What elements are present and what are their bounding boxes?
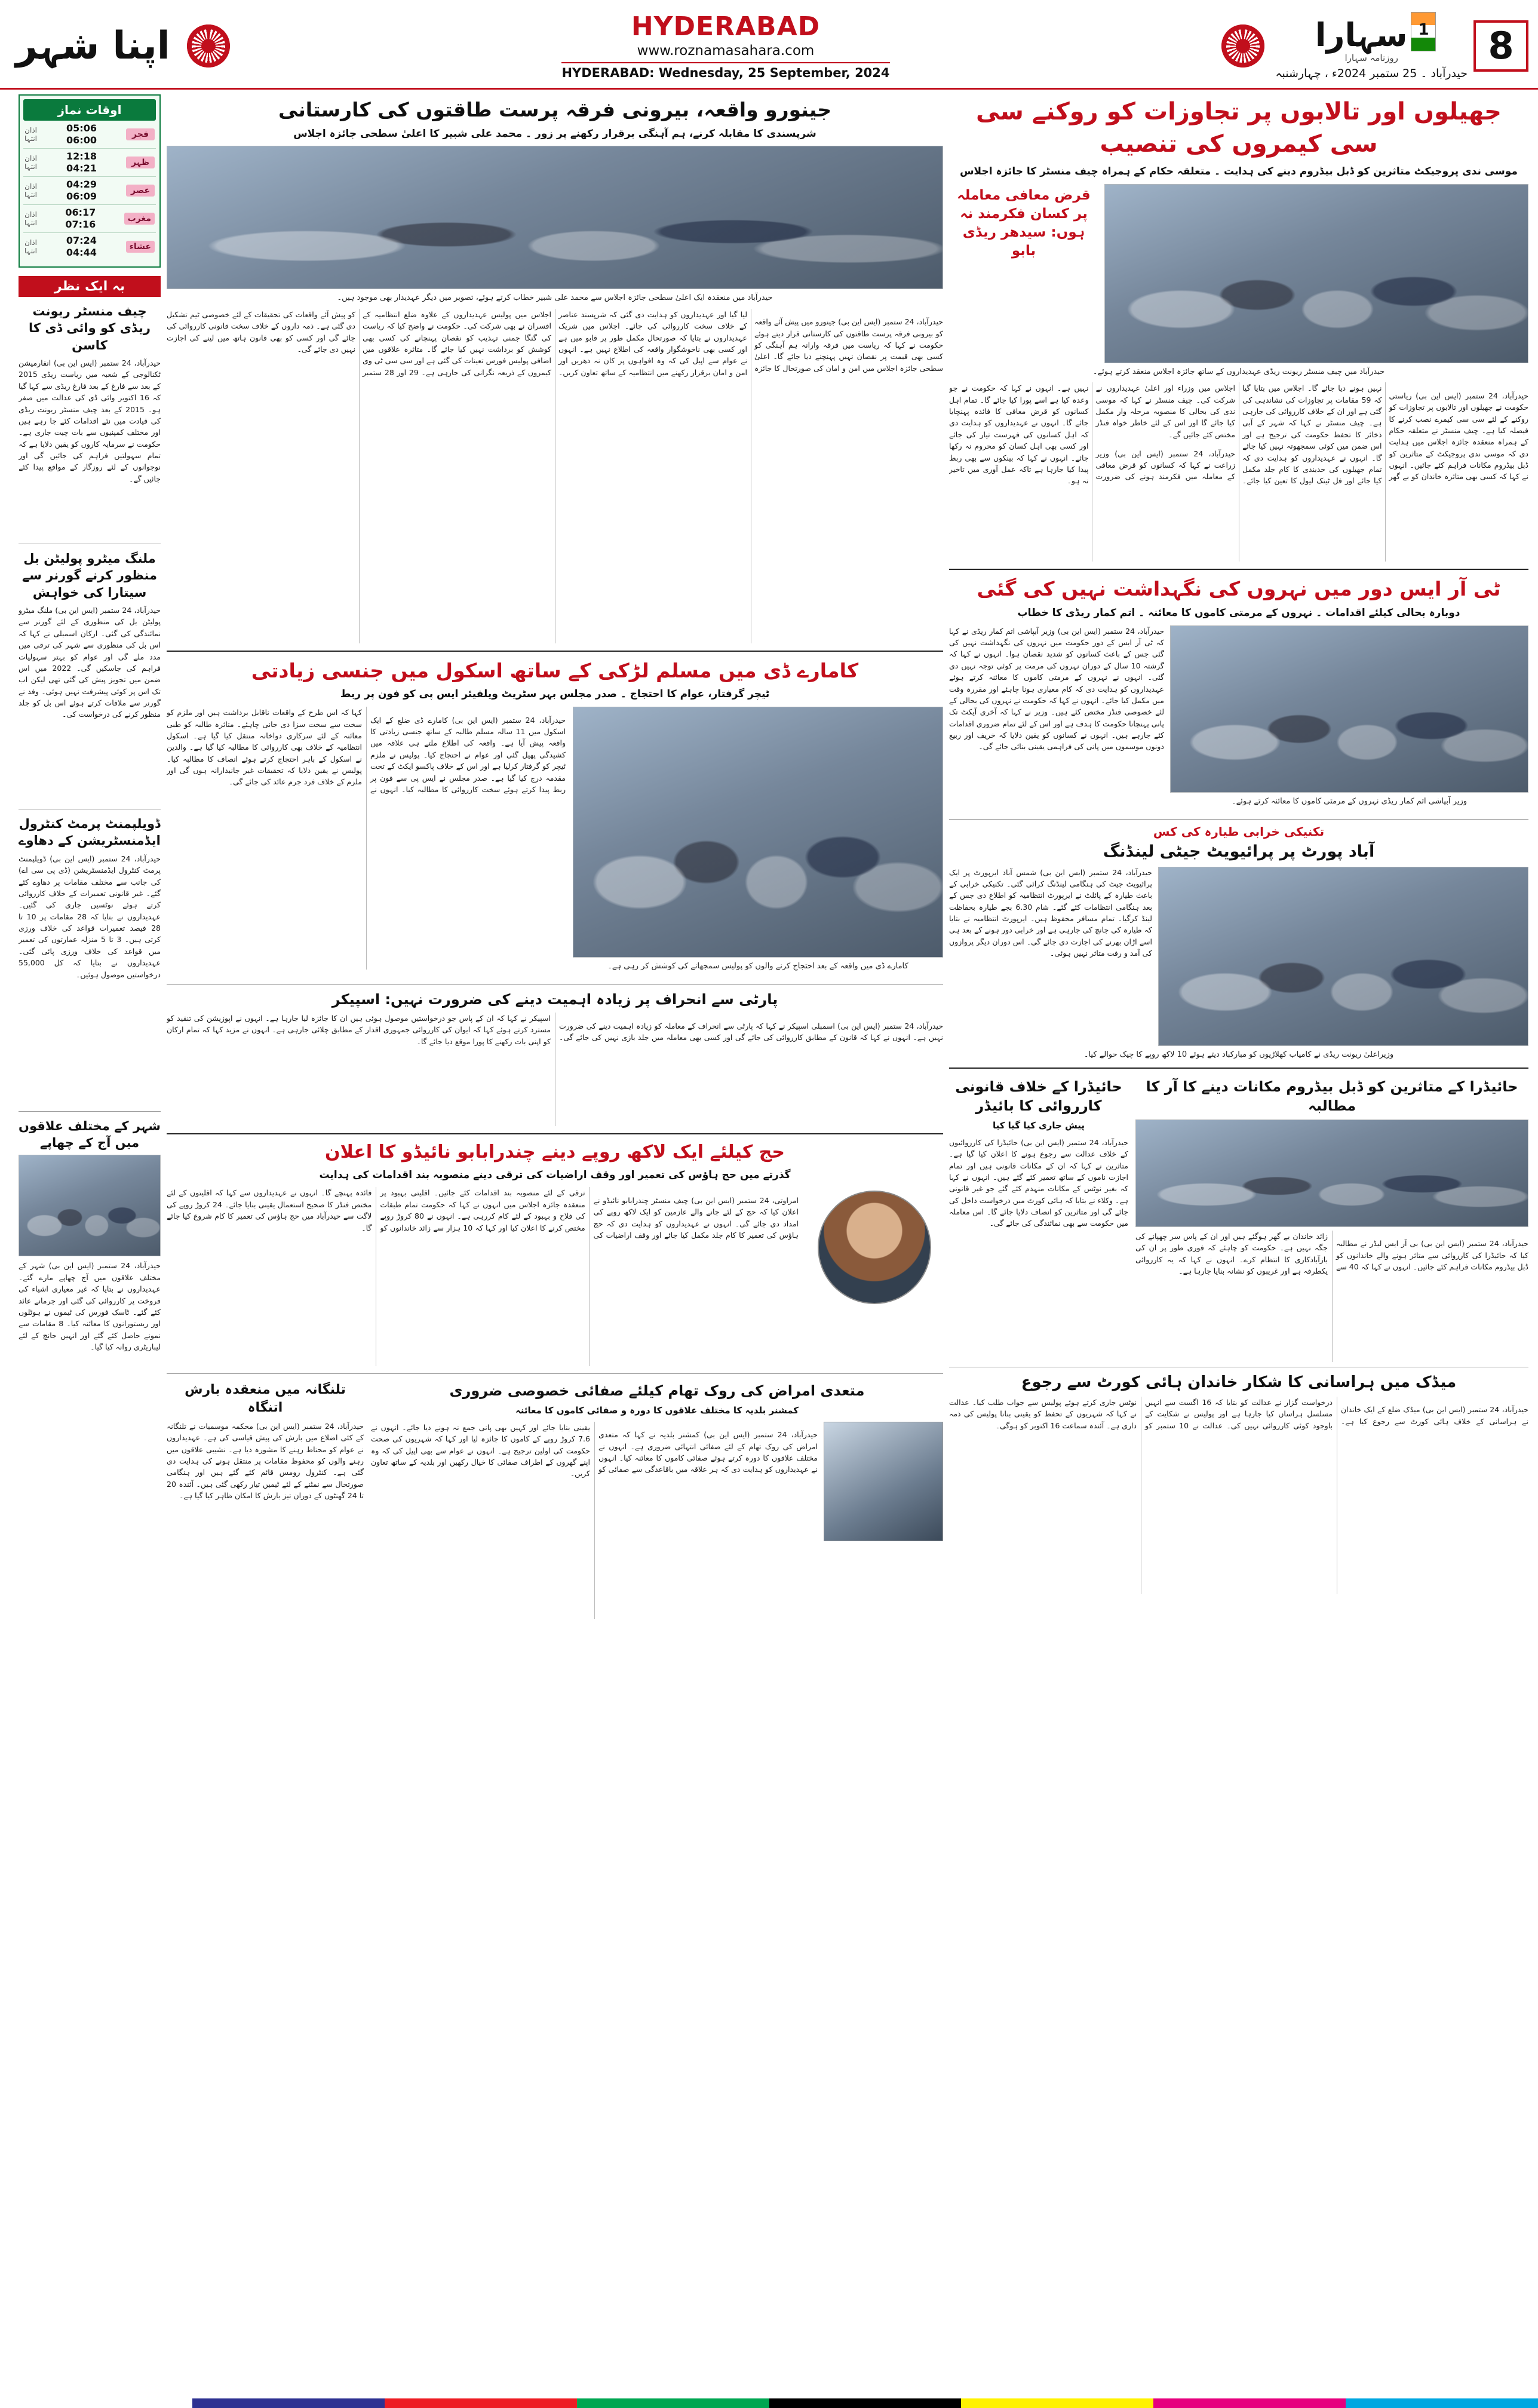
prayer-labels: [24, 238, 37, 255]
prayer-labels: [24, 126, 37, 143]
newspaper-logo: [1275, 12, 1468, 80]
cmyk-registration-bar: [0, 2398, 1538, 2408]
prayer-times-title: اوقات نماز: [23, 99, 156, 121]
prayer-time-values: [66, 179, 97, 203]
brief-item: [19, 815, 161, 1104]
article-photo: [573, 707, 943, 958]
briefs-section-title: بہ ایک نظر: [19, 276, 161, 297]
article-body: حیدرآباد، 24 ستمبر (ایس این بی) حائیڈرا کی کارروائیوں کے خلاف عدالت سے رجوع ہونے کا اعلان کیا گیا ہے۔ متاثرین نے کہا کہ ان کے مکانات قانونی ہیں اور تمام اجازت ناموں کے ساتھ تعمیر کئے گئے ہیں۔ انہوں نے کہا کہ بغیر نوٹس کے مکانات منہدم کئے گئے جو غیر قانونی ہے۔ وکلاء نے بتایا کہ ہائی کورٹ میں درخواست داخل کی جائے گی اور متاثرین کو انصاف دلایا جائے گا۔ اس معاملہ میں حکومت سے بھی نمائندگی کی جائے گی۔: [949, 1137, 1128, 1228]
subheadline: دوبارہ بحالی کیلئے اقدامات ۔ نہروں کے مرمتی کاموں کا معائنہ ۔ اتم کمار ریڈی کا خطاب: [1017, 606, 1460, 619]
kicker: تکنیکی خرابی طیارہ کی کس: [1153, 824, 1325, 839]
article-body: حیدرآباد، 24 ستمبر (ایس این بی) محکمہ موسمیات نے تلنگانہ کے کئی اضلاع میں بارش کی پیش قیاسی کی ہے۔ عہدیداروں نے عوام کو محتاط رہنے کا مشورہ دیا ہے۔ نشیبی علاقوں میں رہنے والوں کو محفوظ مقامات پر منتقل ہونے کی ہدایت دی گئی ہے۔ کنٹرول رومس قائم کئے گئے ہیں اور ہنگامی صورتحال سے نمٹنے کے لئے ٹیمیں تیار رکھی گئی ہیں۔ آئندہ 20 تا 24 گھنٹوں کے دوران تیز بارش کا امکان ظاہر کیا گیا ہے۔: [167, 1421, 364, 1500]
article-body: حیدرآباد، 24 ستمبر (ایس این بی) بی آر ایس لیڈر نے مطالبہ کیا کہ حائیڈرا کی کارروائی سے متاثر ہونے والے خاندانوں کو ڈبل بیڈروم مکانات فراہم کئے جائیں۔ انہوں نے کہا کہ 40 سے زائد خاندان بے گھر ہوگئے ہیں اور ان کے پاس سر چھپانے کی جگہ نہیں ہے۔ حکومت کو چاہئے کہ فوری طور پر ان کی بازآبادکاری کا انتظام کرے۔ انہوں نے کہا کہ یہ کارروائی یکطرفہ ہے اور غریبوں کو نشانہ بنایا جارہا ہے۔: [1135, 1231, 1528, 1275]
prayer-label-end: انتہا: [24, 247, 37, 255]
prayer-label-end: انتہا: [24, 134, 37, 143]
prayer-end: 04:44: [66, 247, 97, 258]
brief-item: [19, 550, 161, 802]
prayer-start: 06:17: [65, 207, 96, 218]
prayer-labels: [24, 210, 37, 227]
article-hajj-naidu: [167, 1140, 943, 1366]
prayer-label-start: اذان: [24, 126, 37, 134]
article-photo: [19, 1155, 161, 1256]
article-speaker: [167, 990, 943, 1126]
article-body: حیدرآباد، 24 ستمبر (ایس این بی) ریاستی حکومت نے جھیلوں اور تالابوں پر تجاوزات کو روکنے کے لئے سی سی کیمرے نصب کرنے کا فیصلہ کیا ہے۔ چیف منسٹر نے متعلقہ حکام کے ہمراہ منعقدہ جائزہ اجلاس میں ہدایت دی کہ موسی ندی پروجیکٹ کے متاثرین کو ڈبل بیڈروم مکانات فراہم کئے جائیں۔ انہوں نے کہا کہ کسی بھی متاثرہ خاندان کو بے گھر نہیں ہونے دیا جائے گا۔ اجلاس میں بتایا گیا کہ 59 مقامات پر تجاوزات کی نشاندہی کی گئی ہے اور ان کے خلاف کارروائی کی جارہی ہے۔ چیف منسٹر نے کہا کہ شہر کے آبی ذخائر کا تحفظ حکومت کی ترجیح ہے اور اس ضمن میں کوئی سمجھوتہ نہیں کیا جائے گا۔ انہوں نے عہدیداروں کو ہدایت دی کہ تمام جھیلوں کی حدبندی کا کام جلد مکمل کیا جائے اور فل ٹینک لیول کا تعین کیا جائے۔ اجلاس میں وزراء اور اعلیٰ عہدیداروں نے شرکت کی۔ چیف منسٹر نے کہا کہ موسی ندی کی بحالی کا منصوبہ مرحلہ وار مکمل کیا جائے گا اور اس کے لئے خاطر خواہ فنڈز مختص کئے جائیں گے۔: [1095, 384, 1528, 486]
prayer-labels: [24, 182, 37, 199]
article-body: حیدرآباد، 24 ستمبر (ایس این بی) کامارے ڈی ضلع کے ایک اسکول میں 11 سالہ مسلم طالبہ کے ساتھ جنسی زیادتی کا واقعہ پیش آیا ہے۔ واقعہ کی اطلاع ملتے ہی علاقہ میں کشیدگی پھیل گئی اور عوام نے احتجاج کیا۔ پولیس نے ملزم ٹیچر کو گرفتار کرلیا ہے اور اس کے خلاف پاکسو ایکٹ کے تحت مقدمہ درج کیا گیا ہے۔ صدر مجلس نے ایس پی سے فون پر ربط پیدا کرتے ہوئے سخت کارروائی کا مطالبہ کیا۔ انہوں نے کہا کہ اس طرح کے واقعات ناقابل برداشت ہیں اور ملزم کو سخت سے سخت سزا دی جانی چاہئے۔ متاثرہ طالبہ کو طبی معائنہ کے لئے سرکاری دواخانہ منتقل کیا گیا ہے۔ اسکول انتظامیہ کے خلاف بھی کارروائی کا مطالبہ کیا گیا ہے۔ والدین نے اسکول کے باہر احتجاج کرتے ہوئے انصاف کا مطالبہ کیا۔ پولیس نے یقین دلایا کہ تحقیقات غیر جانبدارانہ ہوں گی اور ملزم کے خلاف فرد جرم عائد کی جائے گی۔: [167, 708, 566, 794]
article-body: حیدرآباد، 24 ستمبر (ایس این بی) ڈویلپمنٹ پرمٹ کنٹرول ایڈمنسٹریشن (ڈی پی سی اے) کی جانب سے مختلف مقامات پر دھاوے کئے گئے۔ غیر قانونی تعمیرات کے خلاف کارروائی کرتے ہوئے نوٹسیں جاری کی گئیں۔ عہدیداروں نے بتایا کہ 28 مقامات پر 10 تا 28 فیصد تعمیرات قواعد کی خلاف ورزی کرتی ہیں۔ 3 تا 5 منزلہ عمارتوں کی تعمیر میں قواعد کی خلاف ورزی پائی گئی۔ عہدیداروں نے بتایا کہ کل 55,000 درخواستیں موصول ہوئیں۔: [19, 854, 161, 979]
article-photo: [1170, 625, 1528, 793]
rosette-icon: [1221, 24, 1264, 68]
article-sanitation: [371, 1379, 943, 1618]
prayer-row: [23, 121, 156, 149]
prayer-row: [23, 177, 156, 205]
headline: میڈک میں ہراسانی کا شکار خاندان ہائی کورٹ سے رجوع: [1021, 1373, 1457, 1391]
prayer-end: 06:00: [66, 134, 97, 146]
prayer-end: 06:09: [66, 191, 97, 202]
prayer-name: عشاء: [126, 241, 155, 253]
prayer-row: [23, 233, 156, 260]
prayer-label-end: انتہا: [24, 191, 37, 199]
headline: متعدی امراض کی روک تھام کیلئے صفائی خصوصی ضروری: [449, 1382, 865, 1400]
photo-caption: کامارے ڈی میں واقعہ کے بعد احتجاج کرنے والوں کو پولیس سمجھانے کی کوشش کر رہی ہے۔: [607, 962, 908, 971]
prayer-time-values: [66, 122, 97, 146]
subheadline: ٹیچر گرفتار، عوام کا احتجاج ۔ صدر مجلس بہر سٹریٹ ویلفیئر ایس پی کو فون پر ربط: [340, 688, 770, 701]
headline: پارٹی سے انحراف پر زیادہ اہمیت دینے کی ضرورت نہیں: اسپیکر: [331, 990, 778, 1008]
headline: حائیڈرا کے متاثرین کو ڈبل بیڈروم مکانات دینے کا آر کا مطالبہ: [1146, 1078, 1518, 1115]
headline: آباد پورٹ پر پرائیویٹ جیٹی لینڈنگ: [1103, 842, 1375, 861]
prayer-label-end: انتہا: [24, 162, 37, 171]
article-body: حیدرآباد، 24 ستمبر (ایس این بی) اسمبلی اسپیکر نے کہا کہ پارٹی سے انحراف کے معاملہ کو زیادہ اہمیت دینے کی ضرورت نہیں ہے۔ انہوں نے کہا کہ قانون کے مطابق کارروائی کی جائے گی اور کسی بھی معاملہ میں جلد بازی نہیں کی جائے گی۔ اسپیکر نے کہا کہ ان کے پاس جو درخواستیں موصول ہوئی ہیں ان کا جائزہ لیا جارہا ہے۔ انہوں نے اپوزیشن کی تنقید کو مسترد کرتے ہوئے کہا کہ ایوان کی کارروائی جمہوری اقدار کے مطابق چلائی جارہی ہے۔ انہوں نے مزید کہا کہ تمام ارکان کو اپنی بات رکھنے کا پورا موقع دیا جائے گا۔: [167, 1014, 943, 1046]
prayer-times-widget: [19, 94, 161, 268]
subheadline: گذرتے میں حج ہاؤس کی تعمیر اور وقف اراضیات کی ترقی دینے منصوبہ بند اقدامات کی ہدایت: [319, 1168, 791, 1181]
article-photo: [824, 1422, 943, 1541]
article-hydra-demand: [1135, 1075, 1528, 1362]
prayer-start: 05:06: [66, 122, 97, 134]
article-body-2: حیدرآباد، 24 ستمبر (ایس این بی) وزیر زراعت نے کہا کہ کسانوں کو قرض معافی کے معاملہ میں فکرمند ہونے کی ضرورت نہیں ہے۔ انہوں نے کہا کہ حکومت نے جو وعدہ کیا ہے اسے پورا کیا جائے گا۔ تمام اہل کسانوں کو قرض معافی کا فائدہ پہنچایا جائے گا۔ انہوں نے عہدیداروں کو ہدایت دی کہ اہل کسانوں کی فہرست تیار کی جائے اور کسی بھی اہل کسان کو محروم نہ رکھا جائے۔ انہوں نے کہا کہ بینکوں سے بھی ربط پیدا کیا جارہا ہے تاکہ عمل آوری میں تاخیر نہ ہو۔: [949, 384, 1235, 486]
portrait-photo: [818, 1191, 931, 1304]
prayer-time-values: [66, 235, 97, 259]
column-right: [949, 94, 1528, 2366]
prayer-start: 04:29: [66, 179, 97, 190]
article-body: حیدرآباد، 24 ستمبر (ایس این بی) انفارمیشن ٹکنالوجی کے شعبہ میں ریاست ریڈی 2015 کے بعد سے فارغ کے بعد فارغ ریڈی سے کہا گیا کہ 16 اکتوبر وائی ڈی کی عدالت میں صفر ہو۔ 2015 کے بعد چیف منسٹر ریونت ریڈی کی قیادت میں نئے اقدامات کئے جا رہے ہیں اور مختلف کمپنیوں سے بات چیت جاری ہے۔ حکومت نے سرمایہ کاروں کو یقین دلایا ہے کہ تمام سہولتیں فراہم کی جائیں گی اور نوجوانوں کے لئے روزگار کے مواقع پیدا کئے جائیں گے۔: [19, 358, 161, 483]
headline: کامارے ڈی میں مسلم لڑکی کے ساتھ اسکول میں جنسی زیادتی: [251, 658, 859, 682]
prayer-name: فجر: [126, 128, 155, 140]
publication-date: HYDERABAD: Wednesday, 25 September, 2024: [561, 62, 889, 80]
article-body: حیدرآباد، 24 ستمبر (ایس این بی) کمشنر بلدیہ نے کہا کہ متعدی امراض کی روک تھام کے لئے صفائی انتہائی ضروری ہے۔ انہوں نے مختلف علاقوں کا دورہ کرتے ہوئے صفائی کاموں کا معائنہ کیا۔ انہوں نے عہدیداروں کو ہدایت دی کہ ہر علاقہ میں باقاعدگی سے صفائی کو یقینی بنایا جائے اور کہیں بھی پانی جمع نہ ہونے دیا جائے۔ انہوں نے 7.6 کروڑ روپے کے کاموں کا جائزہ لیا اور کہا کہ شہریوں کی صحت حکومت کی اولین ترجیح ہے۔ انہوں نے عوام سے بھی اپیل کی کہ وہ اپنے گھروں کے اطراف صفائی کا خیال رکھیں اور بلدیہ کے ساتھ تعاون کریں۔: [371, 1422, 818, 1478]
prayer-label-start: اذان: [24, 182, 37, 191]
article-photo: [167, 146, 943, 289]
column-middle: [167, 94, 943, 2366]
edition-city: HYDERABAD: [631, 11, 821, 42]
headline: چیف منسٹر ریونت ریڈی کو وائی ڈی کا کاسن: [28, 304, 151, 352]
prayer-time-values: [66, 151, 97, 174]
prayer-end: 04:21: [66, 162, 97, 174]
masthead-center: [241, 11, 1211, 80]
article-jet-landing: [949, 824, 1528, 1060]
headline: شہر کے مختلف علاقوں میں آج کے چھاپے: [19, 1118, 161, 1151]
prayer-name: ظہر: [126, 157, 155, 168]
website-url[interactable]: www.roznamasahara.com: [637, 43, 815, 59]
article-body: حیدرآباد، 24 ستمبر (ایس این بی) شہر کے مختلف علاقوں میں آج چھاپے مارے گئے۔ عہدیداروں نے بتایا کہ غیر معیاری اشیاء کی فروخت پر کارروائی کی گئی اور جرمانے عائد کئے گئے۔ ٹاسک فورس کی ٹیموں نے ہوٹلوں اور ریستورانوں کا معائنہ کیا۔ 8 مقامات سے نمونے حاصل کئے گئے اور انہیں جانچ کے لئے لیباریٹری روانہ کیا گیا۔: [19, 1261, 161, 1352]
prayer-row: [23, 149, 156, 177]
photo-caption: وزیراعلیٰ ریونت ریڈی نے کامیاب کھلاڑیوں کو مبارکباد دیتے ہوئے 10 لاکھ روپے کا چیک حوالے کیا۔: [1083, 1050, 1394, 1059]
subheadline: شرپسندی کا مقابلہ کرنے، ہم آہنگی برقرار رکھنے پر زور ۔ محمد علی شبیر کا اعلیٰ سطحی جائزہ اجلاس: [293, 127, 816, 140]
prayer-name: مغرب: [124, 213, 155, 225]
prayer-label-start: اذان: [24, 238, 37, 247]
flag-icon: [1411, 12, 1436, 51]
article-kamareddy: [167, 658, 943, 977]
prayer-row: [23, 205, 156, 233]
prayer-end: 07:16: [65, 219, 96, 230]
column-left: [19, 94, 161, 2366]
article-body: امراوتی، 24 ستمبر (ایس این بی) چیف منسٹر چندرابابو نائیڈو نے اعلان کیا کہ حج کے لئے جانے والے عازمین کو ایک لاکھ روپے کی امداد دی جائے گی۔ انہوں نے عہدیداروں کو ہدایت دی کہ حج ہاؤس کی تعمیر کا کام جلد مکمل کیا جائے اور وقف اراضیات کی ترقی کے لئے منصوبہ بند اقدامات کئے جائیں۔ اقلیتی بہبود پر منعقدہ جائزہ اجلاس میں انہوں نے کہا کہ حکومت تمام طبقات کی فلاح و بہبود کے لئے کام کررہی ہے۔ انہوں نے 80 کروڑ روپے مختص کرنے کا اعلان کیا اور کہا کہ 10 ہزار سے زائد خاندانوں کو فائدہ پہنچے گا۔ انہوں نے عہدیداروں سے کہا کہ اقلیتوں کے لئے مختص فنڈز کا صحیح استعمال یقینی بنایا جائے۔ 24 کروڑ روپے کی لاگت سے حیدرآباد میں حج ہاؤس کی تعمیر کا کام شروع کیا جائے گا۔: [167, 1188, 799, 1240]
subheadline: کمشنر بلدیہ کا مختلف علاقوں کا دورہ و صفائی کاموں کا معائنہ: [515, 1404, 799, 1416]
prayer-label-start: اذان: [24, 210, 37, 219]
article-medak-highcourt: [949, 1372, 1528, 1594]
side-headline: قرض معافی معاملہ پر کسان فکرمند نہ ہوں: سیدھر ریڈی بابو: [957, 187, 1091, 259]
article-lakes-cctv: [949, 96, 1528, 562]
article-body: حیدرآباد، 24 ستمبر (ایس این بی) شمس آباد ایرپورٹ پر ایک پرائیویٹ جیٹ کی ہنگامی لینڈنگ کرائی گئی۔ تکنیکی خرابی کے باعث طیارہ کے پائلٹ نے ایرپورٹ انتظامیہ کو اطلاع دی جس کے بعد ہنگامی انتظامات کئے گئے۔ شام 6.30 بجے طیارہ بحفاظت لینڈ کرگیا۔ تمام مسافر محفوظ ہیں۔ ایرپورٹ انتظامیہ نے بتایا کہ طیارہ کی جانچ کی جارہی ہے اور خرابی دور ہونے کے بعد ہی اسے اڑان بھرنے کی اجازت دی جائے گی۔ اس دوران دیگر پروازوں کی آمد و رفت متاثر نہیں ہوئی۔: [949, 867, 1152, 958]
rosette-icon-2: [187, 24, 230, 68]
photo-caption: وزیر آبپاشی اتم کمار ریڈی نہروں کے مرمتی کاموں کا معائنہ کرتے ہوئے۔: [1231, 796, 1468, 806]
subheadline: پیش جاری کیا گیا کیا: [992, 1119, 1085, 1131]
article-body: حیدرآباد، 24 ستمبر (ایس این بی) ملنگ میٹرو پولیٹن بل کی منظوری کے لئے گورنر سے نمائندگی کی گئی۔ ارکان اسمبلی نے کہا کہ اس بل کی منظوری سے شہر کی ترقی میں مدد ملے گی اور عوام کو بہتر سہولیات فراہم کی جاسکیں گی۔ 2022 میں اس ضمن میں تجویز پیش کی گئی تھی لیکن اب تک اس پر کوئی پیشرفت نہیں ہوئی۔ وفد نے گورنر سے ملاقات کرتے ہوئے اس بل کو جلد منظور کرنے کی درخواست کی۔: [19, 606, 161, 719]
section-title: اپنا شہر: [16, 24, 170, 68]
masthead: [0, 0, 1538, 90]
article-body: حیدرآباد، 24 ستمبر (ایس این بی) جینورو میں پیش آئے واقعہ کو بیرونی فرقہ پرست طاقتوں کی کارستانی قرار دیتے ہوئے حکومت نے کہا کہ ریاست میں فرقہ وارانہ ہم آہنگی کو کسی بھی قیمت پر نقصان نہیں پہنچنے دیا جائے گا۔ اعلیٰ سطحی جائزہ اجلاس میں امن و امان کی صورتحال کا جائزہ لیا گیا اور عہدیداروں کو ہدایت دی گئی کہ شرپسند عناصر کے خلاف سخت کارروائی کی جائے۔ اجلاس میں شریک عہدیداروں نے بتایا کہ صورتحال مکمل طور پر قابو میں ہے اور کسی بھی ناخوشگوار واقعہ کی اطلاع نہیں ہے۔ انہوں نے عوام سے اپیل کی کہ وہ افواہوں پر کان نہ دھریں اور امن و امان برقرار رکھنے میں انتظامیہ کے ساتھ تعاون کریں۔ اجلاس میں پولیس عہدیداروں کے علاوہ ضلع انتظامیہ کے افسران نے بھی شرکت کی۔ حکومت نے واضح کیا کہ ریاست کی گنگا جمنی تہذیب کو نقصان پہنچانے کی کسی بھی کوشش کو برداشت نہیں کیا جائے گا۔ متاثرہ علاقوں میں اضافی پولیس فورس تعینات کی گئی ہے اور سی سی ٹی وی کیمروں کے ذریعہ نگرانی کی جارہی ہے۔ 29 اور 28 ستمبر کو پیش آئے واقعات کی تحقیقات کے لئے خصوصی ٹیم تشکیل دی گئی ہے۔ ذمہ داروں کے خلاف سخت قانونی کارروائی کی جائے گی اور کسی کو بھی قانون ہاتھ میں لینے کی اجازت نہیں دی جائے گی۔: [167, 309, 943, 377]
prayer-name: عصر: [126, 185, 155, 197]
headline: ڈویلپمنٹ پرمٹ کنٹرول ایڈمنسٹریشن کے دھاوے: [19, 817, 161, 848]
article-canals: [949, 576, 1528, 812]
article-photo: [1135, 1119, 1528, 1227]
article-pair-hydra: [949, 1075, 1528, 1362]
article-hydra-legal: [949, 1075, 1128, 1362]
headline: ملنگ میٹرو پولیٹن بل منظور کرنے گورنر سے سیتارا کی خواہش: [22, 551, 158, 600]
headline: ٹی آر ایس دور میں نہروں کی نگہداشت نہیں کی گئی: [977, 577, 1501, 601]
prayer-start: 12:18: [66, 151, 97, 162]
prayer-label-end: انتہا: [24, 219, 37, 227]
prayer-label-start: اذان: [24, 154, 37, 162]
headline: حائیڈرا کے خلاف قانونی کارروائی کا بائیڈر: [955, 1078, 1122, 1115]
article-photo: [1158, 867, 1528, 1046]
article-body: حیدرآباد، 24 ستمبر (ایس این بی) وزیر آبپاشی اتم کمار ریڈی نے کہا کہ ٹی آر ایس کے دور حکومت میں نہروں کی نگہداشت نہیں کی گئی جس کے باعث کسانوں کو شدید نقصان ہوا۔ انہوں نے کہا کہ گزشتہ 10 سال کے دوران نہروں کی مرمت پر کوئی توجہ نہیں دی گئی۔ انہوں نے نہروں کے مرمتی کاموں کا معائنہ کرتے ہوئے عہدیداروں کو ہدایت دی کہ کام معیاری ہونا چاہئے اور مقررہ وقت میں مکمل کیا جائے۔ انہوں نے کہا کہ حکومت نے نہروں کی بحالی کے لئے خصوصی فنڈز مختص کئے ہیں۔ وزیر نے کہا کہ آخری آیکٹ تک پانی پہنچانا حکومت کا ہدف ہے اور اس کے لئے تمام ضروری اقدامات کئے جارہے ہیں۔ انہوں نے کسانوں کو یقین دلایا کہ خریف اور ربیع دونوں موسموں میں پانی کی فراہمی یقینی بنائی جائے گی۔: [949, 626, 1164, 751]
logo-wordmark: سہارا: [1315, 16, 1408, 54]
brief-item: [19, 1118, 161, 1487]
brief-item: [19, 303, 161, 536]
prayer-start: 07:24: [66, 235, 97, 246]
prayer-time-values: [65, 207, 96, 231]
headline: جینورو واقعہ، بیرونی فرقہ پرست طاقتوں کی کارستانی: [278, 98, 831, 121]
headline: جھیلوں اور تالابوں پر تجاوزات کو روکنے سی سی کیمروں کی تنصیب: [976, 98, 1502, 158]
headline: حج کیلئے ایک لاکھ روپے دینے چندرابابو نائیڈو کا اعلان: [325, 1142, 785, 1163]
headline: تلنگانہ میں منعقدہ بارش اتنگاہ: [185, 1382, 346, 1416]
page-number: 8: [1473, 20, 1528, 72]
logo-subtitle: روزنامہ سہارا: [1344, 52, 1398, 63]
subheadline: موسی ندی پروجیکٹ متاثرین کو ڈبل بیڈروم دینے کی ہدایت ۔ متعلقہ حکام کے ہمراہ چیف منسٹر کا جائزہ اجلاس: [960, 165, 1518, 177]
edition-line: حیدرآباد ۔ 25 ستمبر 2024ء ، چہارشنبہ: [1275, 66, 1468, 80]
article-rain: [167, 1379, 364, 1618]
article-photo: [1104, 184, 1528, 363]
prayer-labels: [24, 154, 37, 171]
page-content: [0, 90, 1538, 2378]
photo-caption: حیدرآباد میں منعقدہ ایک اعلیٰ سطحی جائزہ اجلاس سے محمد علی شبیر خطاب کرتے ہوئے، تصویر میں دیگر عہدیدار بھی موجود ہیں۔: [337, 293, 773, 303]
photo-caption: حیدرآباد میں چیف منسٹر ریونت ریڈی عہدیداروں کے ساتھ جائزہ اجلاس منعقد کرتے ہوئے۔: [1092, 367, 1385, 376]
article-jenuro: [167, 97, 943, 643]
article-body: حیدرآباد، 24 ستمبر (ایس این بی) میڈک ضلع کے ایک خاندان نے ہراسانی کے خلاف ہائی کورٹ سے رجوع کیا ہے۔ درخواست گزار نے عدالت کو بتایا کہ 16 اگست سے انہیں مسلسل ہراساں کیا جارہا ہے اور پولیس نے شکایت کے باوجود کوئی کارروائی نہیں کی۔ عدالت نے 10 ستمبر کو نوٹس جاری کرتے ہوئے پولیس سے جواب طلب کیا۔ عدالت نے کہا کہ شہریوں کے تحفظ کو یقینی بنانا پولیس کی ذمہ داری ہے۔ آئندہ سماعت 16 اکتوبر کو ہوگی۔: [949, 1397, 1528, 1430]
